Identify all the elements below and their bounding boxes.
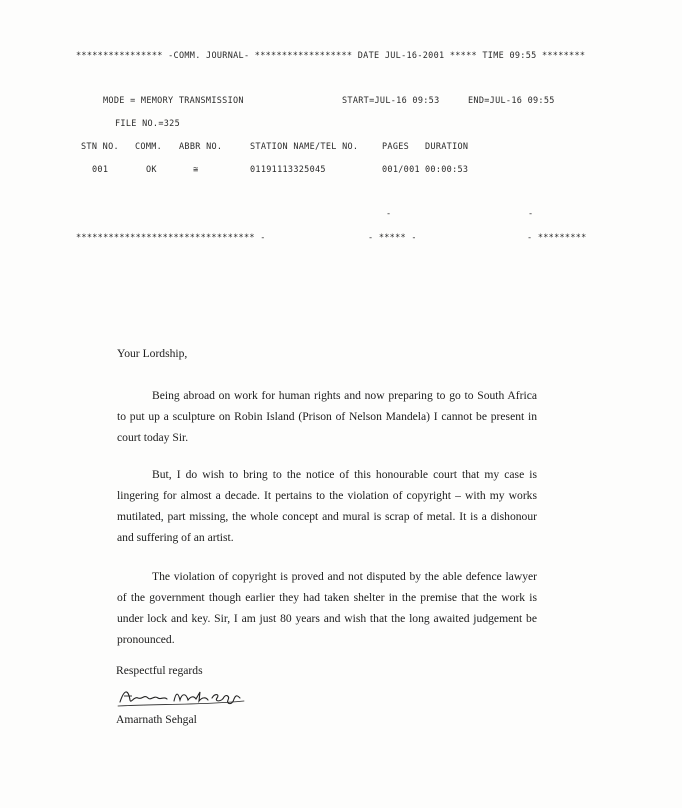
- transmission-start: START=JUL-16 09:53: [342, 96, 440, 106]
- col-comm: COMM.: [135, 142, 163, 152]
- transmission-mode: MODE = MEMORY TRANSMISSION: [103, 96, 244, 106]
- header-stars-left: ****************: [76, 51, 163, 61]
- row-station: 01191113325045: [250, 165, 326, 175]
- header-stars-right: ********: [541, 51, 586, 61]
- journal-time: TIME 09:55: [482, 51, 537, 61]
- header-stars-mid: ******************: [254, 51, 353, 61]
- paragraph-3: The violation of copyright is proved and not disputed by the able defence lawyer of the government though earlier they had taken shelter in the premise that the work is under lock and key. Sir, I am just 80 years and wish that the long awaited judgement be pronounced.: [117, 570, 537, 646]
- col-abbr-no: ABBR NO.: [179, 142, 223, 152]
- col-pages: PAGES: [382, 142, 410, 152]
- footer-stars-left: ********************************* -: [76, 233, 266, 243]
- col-stn-no: STN NO.: [81, 142, 119, 152]
- handwritten-signature: [116, 684, 246, 710]
- file-number: FILE NO.=325: [115, 119, 181, 129]
- journal-date: DATE JUL-16-2001: [357, 51, 445, 61]
- footer-stars-mid: - ***** -: [368, 233, 417, 243]
- transmission-end: END=JUL-16 09:55: [468, 96, 555, 106]
- col-station-name: STATION NAME/TEL NO.: [250, 142, 359, 152]
- dash-mark-a: -: [386, 209, 392, 219]
- header-stars-mid2: *****: [449, 51, 477, 61]
- paragraph-2: But, I do wish to bring to the notice of this honourable court that my case is lingering for almost a decade. It pertains to the violation of copyright – with my works mutilated, part missing, the whole concept and mural is scrap of metal. It is a dishonour and suffering of an artist.: [117, 468, 537, 544]
- row-pages: 001/001: [382, 165, 420, 175]
- journal-header-line: [76, 51, 585, 61]
- journal-title: -COMM. JOURNAL-: [168, 51, 250, 61]
- col-duration: DURATION: [425, 142, 469, 152]
- dash-mark-b: -: [528, 209, 534, 219]
- row-duration: 00:00:53: [425, 165, 469, 175]
- row-abbr-no: ≅: [193, 165, 199, 175]
- salutation: Your Lordship,: [117, 347, 188, 360]
- paragraph-1: Being abroad on work for human rights and now preparing to go to South Africa to put up a sculpture on Robin Island (Prison of Nelson Mandela) I cannot be present in court today Sir.: [117, 389, 537, 444]
- row-stn-no: 001: [92, 165, 109, 175]
- row-comm: OK: [146, 165, 157, 175]
- closing: Respectful regards: [116, 664, 203, 677]
- sender-name: Amarnath Sehgal: [116, 713, 197, 726]
- footer-stars-right: - *********: [527, 233, 587, 243]
